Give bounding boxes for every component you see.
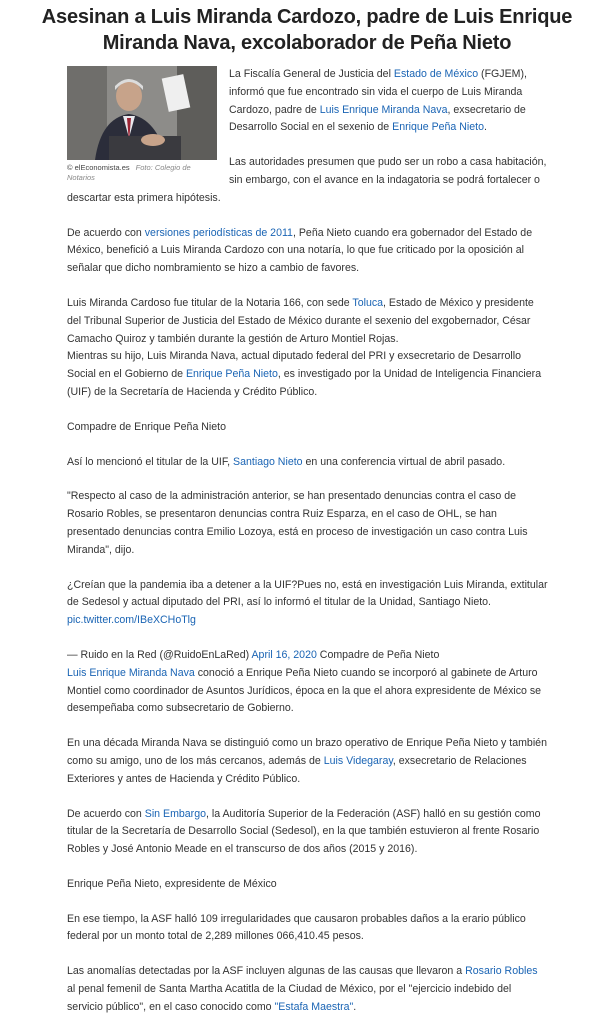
text: conoció a Enrique Peña Nieto cuando se incorporó al gabinete de Arturo Montiel como coordinador de Asuntos Jurídicos, época en la que el ahora expresidente de México se desempeñaba como subsecretario de Gobierno.: [67, 666, 542, 715]
link-estafa-maestra[interactable]: "Estafa Maestra": [274, 1000, 354, 1013]
link-estado-de-mexico[interactable]: Estado de México: [393, 68, 479, 80]
paragraph-15: En ese tiempo, la ASF halló 109 irregularidades que causaron probables daños a la erario público federal por un monto total de 2,289 millones 066,410.45 pesos.: [67, 912, 526, 943]
link-rosario-robles[interactable]: Rosario Robles: [465, 965, 538, 978]
link-enrique-pena-nieto-2[interactable]: Enrique Peña Nieto: [185, 368, 278, 381]
text: (FGJEM), informó que fue encontrado sin vida el cuerpo de Luis Miranda Cardozo, padre de: [229, 68, 527, 116]
text: — Ruido en la Red (@RuidoEnLaRed): [67, 648, 252, 661]
text: De acuerdo con: [67, 807, 145, 820]
link-enrique-pena-nieto[interactable]: Enrique Peña Nieto: [392, 121, 484, 134]
tweet-text: [67, 577, 548, 630]
text: En una década Miranda Nava se distinguió como un brazo operativo de Enrique Peña Nieto y también como su amigo, uno de los más cercanos, además de: [67, 737, 547, 767]
paragraph-3: [67, 225, 548, 278]
text: , Peña Nieto cuando era gobernador del Estado de México, benefició a Luis Miranda Cardozo con una notaría, lo que fue criticado por la oposición al señalar que dicho nombramiento se hizo a cambio de favores.: [67, 226, 533, 275]
text: Compadre de Peña Nieto: [316, 648, 440, 661]
link-tweet-date[interactable]: April 16, 2020: [251, 648, 317, 661]
article-figure: [67, 66, 217, 183]
link-toluca[interactable]: Toluca: [352, 296, 384, 309]
photo-luis-miranda-cardozo: [67, 66, 217, 160]
text: al penal femenil de Santa Martha Acatitla de la Ciudad de México, por el "ejercicio indebido del servicio público", en el caso conocido como: [67, 983, 512, 1013]
link-santiago-nieto[interactable]: Santiago Nieto: [233, 455, 303, 468]
link-luis-enrique-miranda-nava-2[interactable]: Luis Enrique Miranda Nava: [67, 666, 195, 679]
article-title: Asesinan a Luis Miranda Cardozo, padre de Luis Enrique Miranda Nava, excolaborador de Peña Nieto: [41, 6, 573, 54]
caption-credit: Foto: Colegio de Notarios: [67, 163, 191, 182]
quote-paragraph: "Respecto al caso de la administración anterior, se han presentado denuncias contra el caso de Rosario Robles, se presentaron denuncias contra Ruiz Esparza, en el caso de OHL, se han presentado denuncias contra Emilio Lozoya, está en proceso de investigación un caso contra Luis Miranda", dijo.: [67, 490, 528, 556]
text: .: [484, 121, 487, 134]
link-sin-embargo[interactable]: Sin Embargo: [144, 807, 206, 820]
text: , exsecretario de Relaciones Exteriores y antes de Hacienda y Crédito Público.: [67, 754, 527, 785]
paragraph-4: [67, 295, 548, 348]
tweet-attribution: [67, 647, 548, 665]
link-versiones-periodisticas[interactable]: versiones periodísticas de 2011: [144, 226, 293, 239]
link-tweet-pic[interactable]: pic.twitter.com/IBeXCHoTlg: [67, 614, 196, 627]
paragraph-11: [67, 665, 548, 718]
text: , es investigado por la Unidad de Inteligencia Financiera (UIF) de la Secretaría de Hacienda y Crédito Público.: [67, 368, 542, 398]
text: La Fiscalía General de Justicia del: [229, 68, 394, 80]
paragraph-16: [67, 963, 548, 1016]
paragraph-5: [67, 348, 548, 401]
text: .: [353, 1000, 357, 1013]
text: , la Auditoría Superior de la Federación (ASF) halló en su gestión como titular de la Secretaría de Desarrollo Social (Sedesol), en la que también estuvieron al frente Rosario Robles y José Antonio Meade en el transcurso de dos años (2015 y 2016).: [67, 807, 541, 856]
text: Luis Miranda Cardoso fue titular de la Notaria 166, con sede: [67, 296, 353, 309]
paragraph-13: [67, 806, 548, 859]
paragraph-7: [67, 454, 548, 472]
text: , Estado de México y presidente del Tribunal Superior de Justicia del Estado de México durante el sexenio del exgobernador, César Camacho Quiroz y también durante la gestión de Arturo Montiel Rojas.: [67, 296, 534, 345]
subheading-compadre: Compadre de Enrique Peña Nieto: [67, 420, 227, 433]
text: De acuerdo con: [67, 226, 145, 239]
figure-caption: [67, 163, 217, 183]
text: , exsecretario de Desarrollo Social en el sexenio de: [229, 103, 526, 134]
text: Así lo mencionó el titular de la UIF,: [67, 455, 234, 468]
paragraph-12: [67, 735, 548, 788]
text: en una conferencia virtual de abril pasado.: [302, 455, 506, 468]
text: Mientras su hijo, Luis Miranda Nava, actual diputado federal del PRI y exsecretario de Desarrollo Social en el Gobierno de: [67, 350, 521, 381]
link-luis-videgaray[interactable]: Luis Videgaray: [323, 754, 393, 767]
lead-section: [67, 66, 548, 225]
article-body: [0, 66, 614, 1017]
subheading-expresidente: Enrique Peña Nieto, expresidente de México: [67, 877, 277, 890]
caption-source: © elEconomista.es: [67, 163, 130, 172]
link-luis-enrique-miranda-nava[interactable]: Luis Enrique Miranda Nava: [319, 103, 448, 116]
text: Las anomalías detectadas por la ASF incluyen algunas de las causas que llevaron a: [67, 965, 466, 978]
text: ¿Creían que la pandemia iba a detener a la UIF?Pues no, está en investigación Luis Miranda, extitular de Sedesol y actual diputado del PRI, así lo informó el titular de la Unidad, Santiago Nieto.: [67, 578, 548, 609]
paragraph-2: Las autoridades presumen que pudo ser un robo a casa habitación, sin embargo, con el avance en la indagatoria se podrá fortalecer o descartar esta primera hipótesis.: [67, 156, 547, 204]
